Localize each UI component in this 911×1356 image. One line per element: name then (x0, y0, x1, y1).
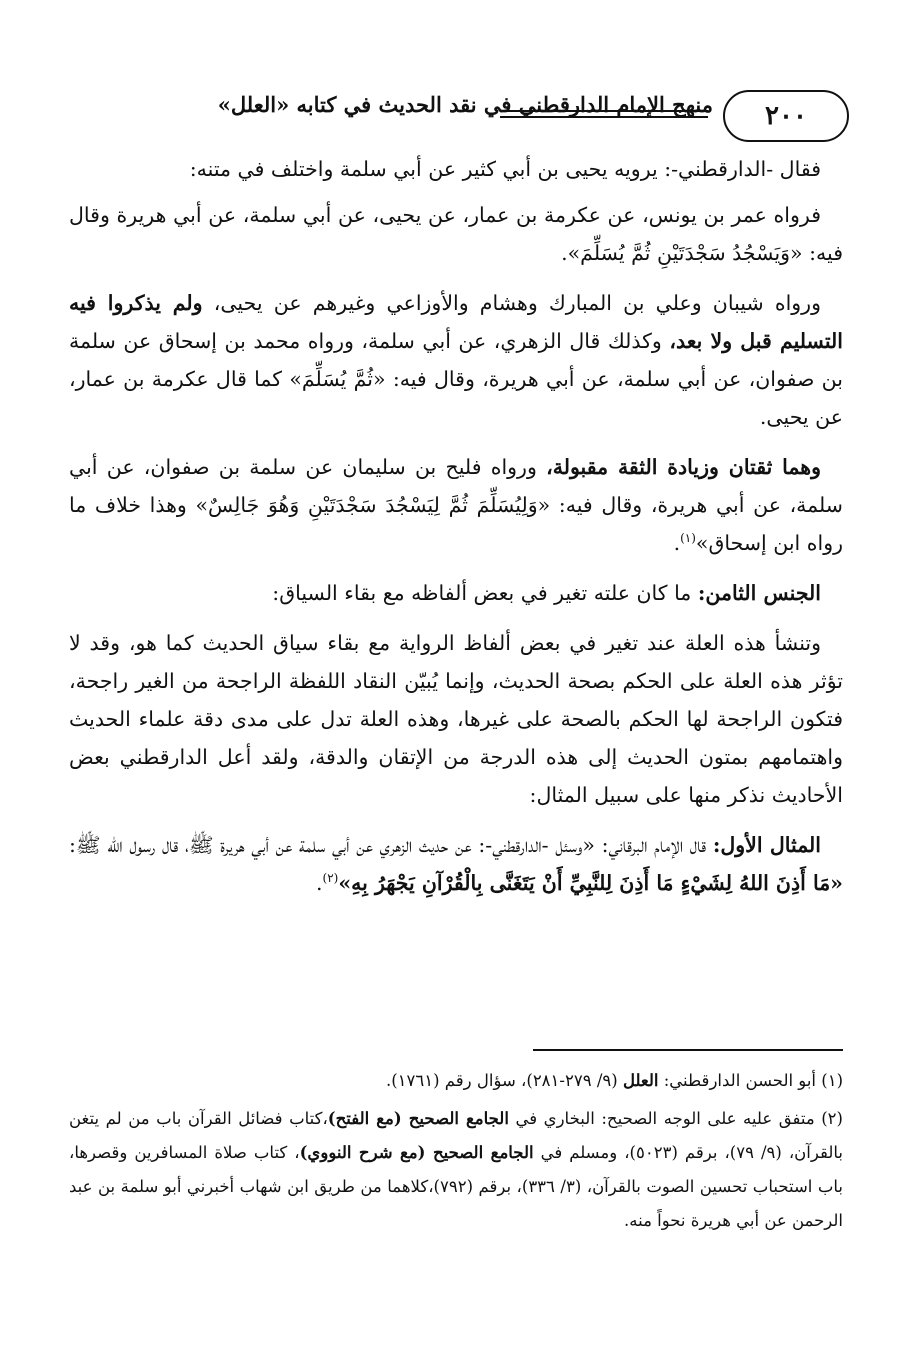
paragraph-text: فرواه عمر بن يونس، عن عكرمة بن عمار، عن يحيى، عن أبي سلمة، عن أبي هريرة وقال فيه: «وَيَسْجُدُ سَجْدَتَيْنِ ثُمَّ يُسَلِّمَ». (69, 203, 843, 265)
paragraph-7 (69, 826, 843, 902)
paragraph-text: . (673, 531, 681, 555)
paragraph-3 (69, 284, 843, 436)
paragraph-text: فقال -الدارقطني-: يرويه يحيى بن أبي كثير عن أبي سلمة واختلف في متنه: (189, 157, 821, 181)
paragraph-4 (69, 448, 843, 562)
footnote-2 (69, 1102, 843, 1238)
footnote-text: (٩/ ٢٧٩-٢٨١)، سؤال رقم (١٧٦١). (385, 1071, 618, 1090)
section-title: ما كان علته تغير في بعض ألفاظه مع بقاء السياق: (272, 581, 692, 605)
footnote-separator (533, 1049, 843, 1051)
footnote-1 (69, 1064, 843, 1098)
paragraph-text: ورواه شيبان وعلي بن المبارك وهشام والأوزاعي وغيرهم عن يحيى، (213, 291, 821, 315)
section-heading (69, 574, 843, 612)
hadith-quote: «مَا أَذِنَ اللهُ لِشَيْءٍ مَا أَذِنَ لِلنَّبِيِّ أَنْ يَتَغَنَّى بِالْقُرْآنِ يَجْهَرُ بِهِ» (338, 871, 843, 895)
header-rule-top (500, 110, 708, 112)
footnote-text: (١) أبو الحسن الدارقطني: (663, 1071, 843, 1090)
paragraph-text: ورواه فليح بن سليمان عن سلمة بن صفوان، عن أبي سلمة، عن أبي هريرة، وقال فيه: «وَلِيُسَلِّمَ ثُمَّ لِيَسْجُدَ سَجْدَتَيْنِ وَهُوَ جَالِسٌ» وهذا خلاف ما رواه ابن إسحاق» (69, 455, 843, 555)
section-label: الجنس الثامن: (697, 581, 821, 605)
paragraph-text: . (315, 871, 323, 895)
footnote-text: ، كتاب صلاة المسافرين وقصرها، باب استحباب تحسين الصوت بالقرآن، (٣/ ٣٣٦)، برقم (٧٩٢)،كلاهما من طريق ابن شهاب أخبرني أبو سلمة بن عبد الرحمن عن أبي هريرة نحواً منه. (69, 1143, 843, 1230)
paragraph-1 (69, 150, 843, 188)
bold-phrase: ولم يذكروا فيه التسليم قبل ولا بعد، (69, 291, 843, 353)
bold-phrase: وهما ثقتان وزيادة الثقة مقبولة، (546, 455, 821, 479)
page-number-badge (723, 90, 849, 142)
footnote-text: (٢) متفق عليه على الوجه الصحيح: البخاري في (515, 1109, 843, 1128)
footnotes (69, 1064, 843, 1242)
footnote-bold: العلل (622, 1071, 659, 1090)
example-label: المثال الأول: (712, 833, 821, 857)
main-text (69, 150, 843, 914)
paragraph-text: قال الإمام البرقاني: «وسئل -الدارقطني-: عن حديث الزهري عن أبي سلمة عن أبي هريرة ﷺ، قال رسول الله ﷺ: (69, 833, 707, 857)
header-rule-bottom (500, 116, 708, 118)
footnote-bold: الجامع الصحيح (مع الفتح) (327, 1109, 509, 1128)
running-header-title: منهج الإمام الدارقطني في نقد الحديث في كتابه «العلل» (217, 92, 713, 117)
paragraph-6 (69, 624, 843, 814)
paragraph-text: وكذلك قال الزهري، عن أبي سلمة، ورواه محمد بن إسحاق عن سلمة بن صفوان، عن أبي سلمة، عن أبي هريرة، وقال فيه: «ثُمَّ يُسَلِّمَ» كما قال عكرمة بن عمار، عن يحيى. (69, 329, 843, 429)
paragraph-2 (69, 196, 843, 272)
footnote-text: ،كتاب فضائل القرآن باب من لم يتغن بالقرآن، (٩/ ٧٩)، برقم (٥٠٢٣)، ومسلم في (69, 1109, 843, 1162)
footnote-ref-1: (١) (680, 531, 696, 546)
footnote-ref-2: (٢) (322, 871, 339, 886)
paragraph-text: وتنشأ هذه العلة عند تغير في بعض ألفاظ الرواية مع بقاء سياق الحديث كما هو، وقد لا تؤثر هذه العلة على الحكم بصحة الحديث، وإنما يُبيّن النقاد اللفظة الراجحة من الغير راجحة، فتكون الراجحة لها الحكم بالصحة على غيرها، وهذه العلة تدل على مدى دقة علماء الحديث واهتمامهم بمتون الحديث إلى هذه الدرجة من الإتقان والدقة، ولقد أعل الدارقطني بعض الأحاديث نذكر منها على سبيل المثال: (69, 631, 843, 807)
footnote-bold: الجامع الصحيح (مع شرح النووي) (299, 1143, 534, 1162)
page-number: ٢٠٠ (765, 101, 807, 131)
